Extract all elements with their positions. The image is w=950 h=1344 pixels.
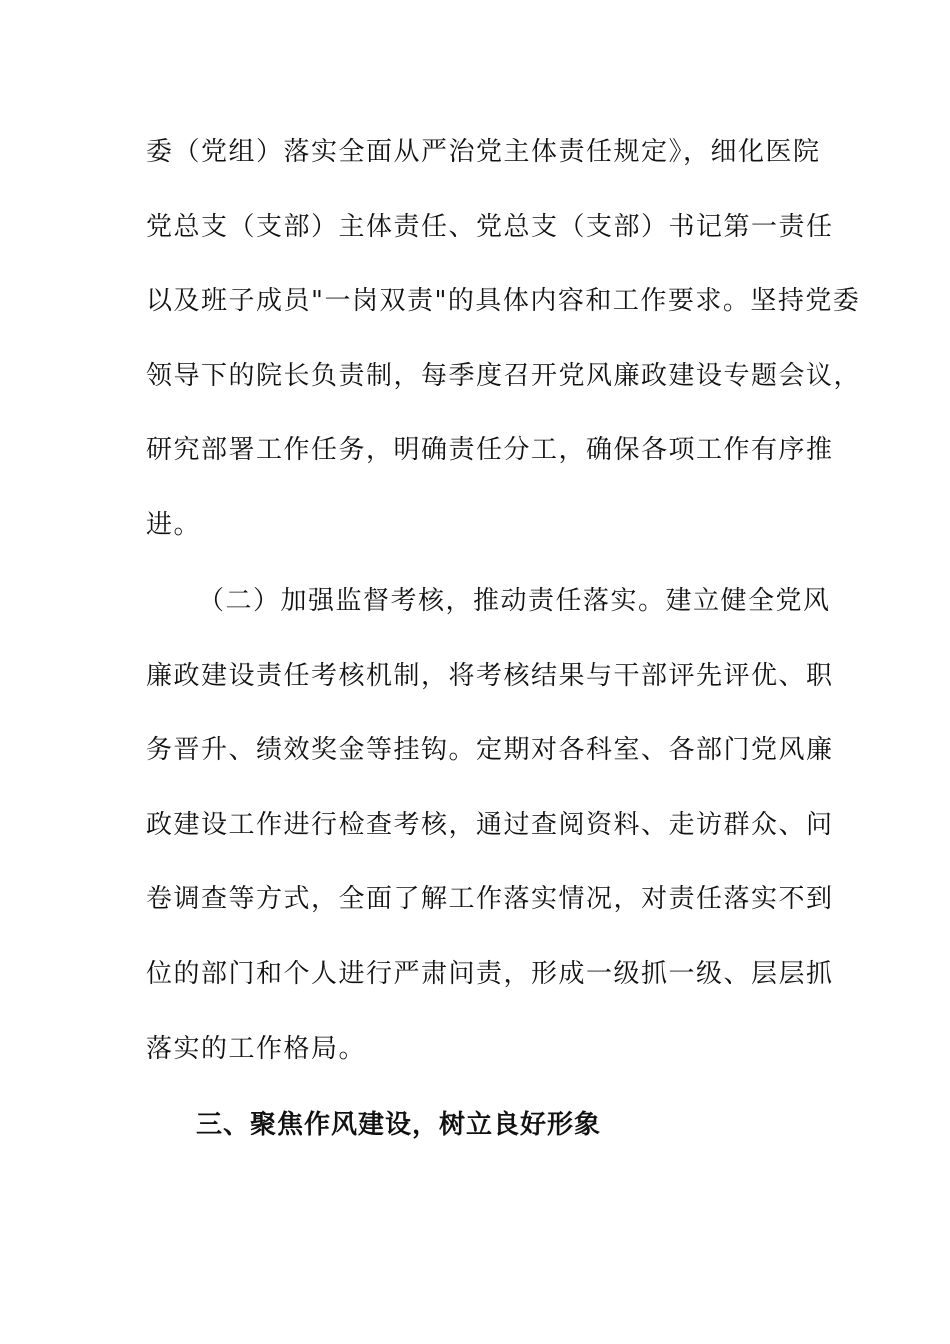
paragraph-2-line-6: 位的部门和个人进行严肃问责，形成一级抓一级、层层抓 [146,959,834,989]
paragraph-1-line-6: 进。 [146,510,202,540]
paragraph-1-line-1: 委（党组）落实全面从严治党主体责任规定》，细化医院 [146,137,821,167]
paragraph-2-line-7: 落实的工作格局。 [146,1034,367,1064]
section-heading: 三、聚焦作风建设，树立良好形象 [196,1110,602,1140]
paragraph-2-line-3: 务晋升、绩效奖金等挂钩。定期对各科室、各部门党风廉 [146,735,834,765]
paragraph-2-line-4: 政建设工作进行检查考核，通过查阅资料、走访群众、问 [146,810,834,840]
paragraph-1-line-4: 领导下的院长负责制，每季度召开党风廉政建设专题会议， [146,361,862,391]
paragraph-1-line-2: 党总支（支部）主体责任、党总支（支部）书记第一责任 [146,212,834,242]
paragraph-2-line-2: 廉政建设责任考核机制，将考核结果与干部评先评优、职 [146,661,834,691]
paragraph-1-line-5: 研究部署工作任务，明确责任分工，确保各项工作有序推 [146,435,834,465]
paragraph-2-line-1: （二）加强监督考核，推动责任落实。建立健全党风 [198,586,831,616]
paragraph-2-line-5: 卷调查等方式，全面了解工作落实情况，对责任落实不到 [146,884,834,914]
paragraph-1-line-3: 以及班子成员"一岗双责"的具体内容和工作要求。坚持党委 [146,286,861,316]
